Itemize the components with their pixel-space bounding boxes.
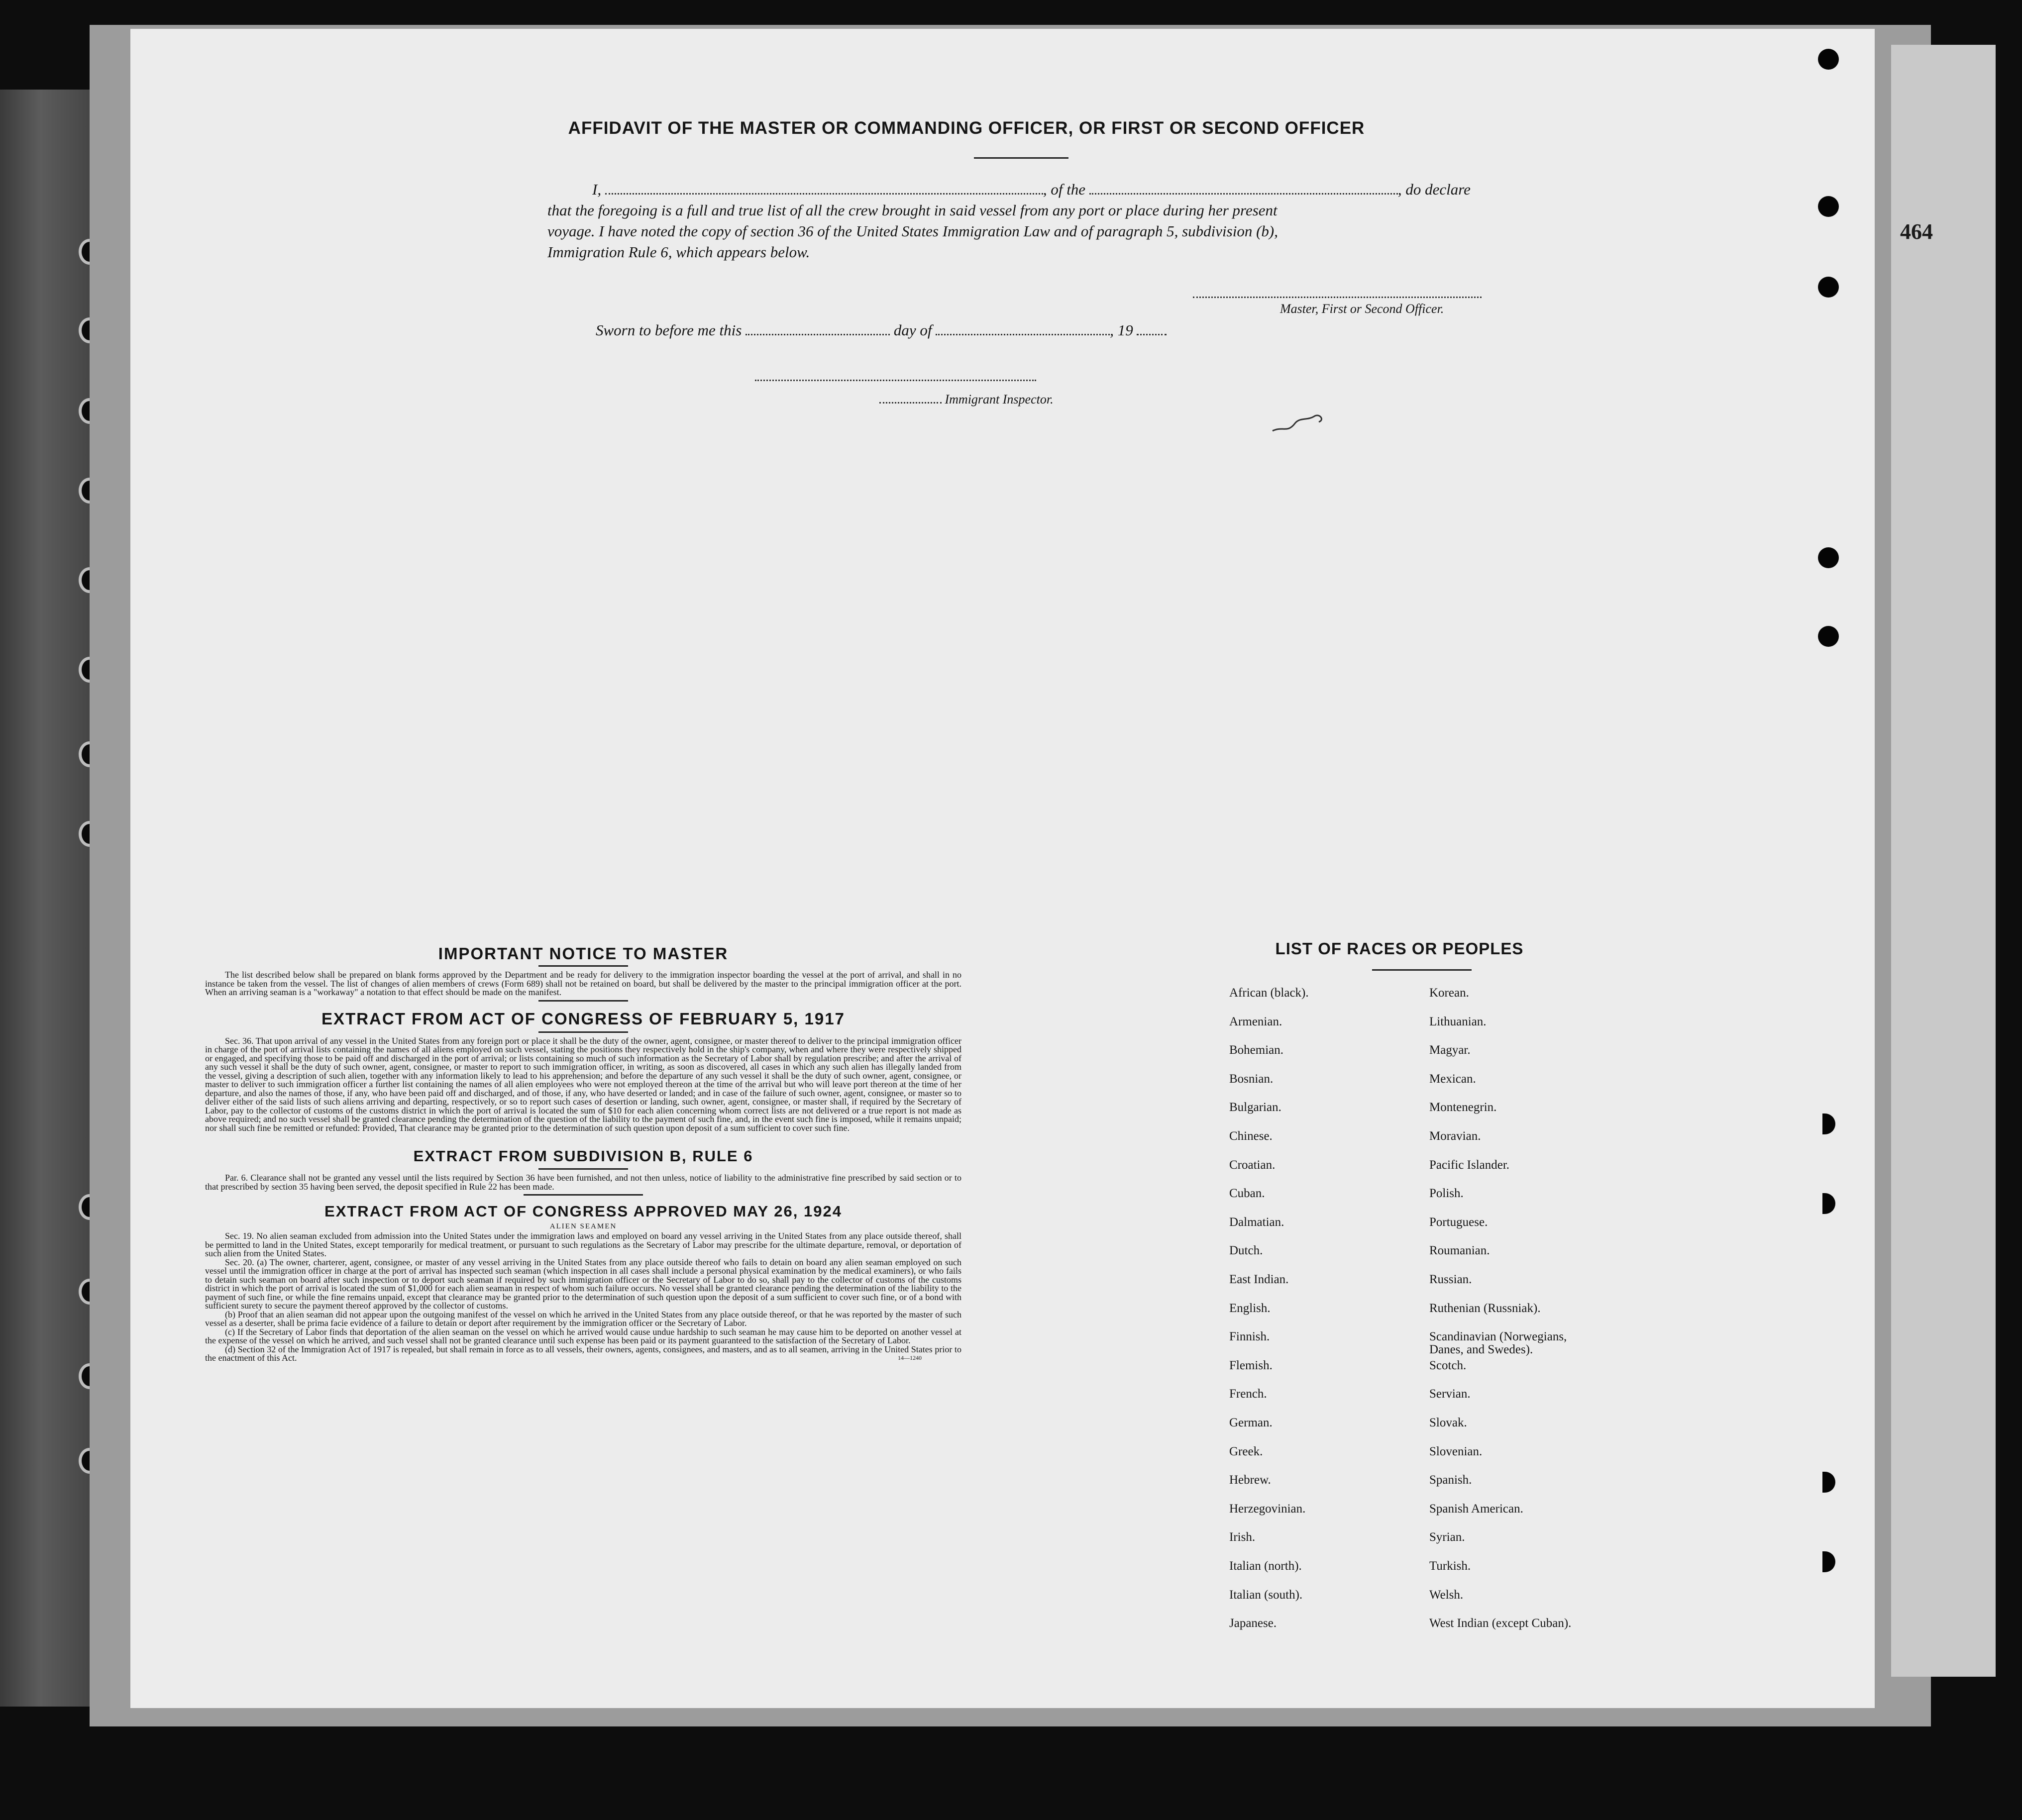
inspector-label: Immigrant Inspector. — [945, 392, 1054, 406]
race-item: Portuguese. — [1429, 1215, 1488, 1229]
race-item: Ruthenian (Russniak). — [1429, 1302, 1541, 1315]
race-item: Greek. — [1229, 1445, 1263, 1458]
race-item: Slovenian. — [1429, 1445, 1483, 1458]
punch-hole — [1818, 196, 1839, 217]
affidavit-do-declare: , do declare — [1397, 181, 1471, 198]
race-item: Scotch. — [1429, 1359, 1467, 1372]
notice-title: IMPORTANT NOTICE TO MASTER — [438, 944, 729, 963]
section-20d-paragraph — [205, 1345, 961, 1363]
punch-hole — [1818, 547, 1839, 568]
race-item: Russian. — [1429, 1273, 1472, 1286]
race-item: Mexican. — [1429, 1072, 1476, 1086]
section-rule — [524, 1194, 643, 1196]
affidavit-line: Immigration Rule 6, which appears below. — [547, 243, 810, 261]
month-blank — [936, 322, 1110, 335]
punch-hole — [1818, 626, 1839, 647]
paragraph-6: Par. 6. Clearance shall not be granted any vessel until the lists required by Section 36 have been furnished, and not then unless, notice of liability to the administrative fine prescribed by said section or to that prescribed by section 35 having been served, the deposit specified in Rule 22 has been made. — [205, 1173, 961, 1192]
race-item: West Indian (except Cuban). — [1429, 1617, 1572, 1630]
race-item: Dalmatian. — [1229, 1215, 1284, 1229]
race-item: Hebrew. — [1229, 1473, 1271, 1487]
day-of: day of — [893, 321, 932, 339]
section-rule — [1372, 969, 1472, 971]
race-item: Irish. — [1229, 1530, 1256, 1544]
race-item: Bohemian. — [1229, 1043, 1284, 1057]
section-rule — [538, 965, 628, 967]
race-item: Bosnian. — [1229, 1072, 1274, 1086]
race-item: Spanish American. — [1429, 1502, 1523, 1516]
race-item: Herzegovinian. — [1229, 1502, 1306, 1516]
inspector-caption — [879, 392, 1054, 407]
race-item: Korean. — [1429, 986, 1469, 1000]
signature-line — [1193, 297, 1482, 298]
race-item: Montenegrin. — [1429, 1101, 1497, 1114]
inspector-signature-line — [755, 380, 1036, 381]
extract-1924-title: EXTRACT FROM ACT OF CONGRESS APPROVED MAY 26, 1924 — [324, 1203, 842, 1220]
race-item: East Indian. — [1229, 1273, 1289, 1286]
race-item: Scandinavian (Norwegians, Danes, and Swedes). — [1429, 1330, 1567, 1356]
section-36-paragraph: Sec. 36. That upon arrival of any vessel in the United States from any foreign port or place it shall be the duty of the owner, agent, consignee, or master thereof to deliver to the principal immigration officer in charge of the port of arrival lists containing the names of all aliens employed on such vessel, stating the positions they respectively hold in the ship's company, when and where they were respectively shipped or engaged, and specifying those to be paid off and discharged in the port of arrival; or lists containing so much of such information as the Secretary of Labor shall by regulation prescribe; and after the arrival of any such vessel it shall be the duty of such owner, agent, consignee, or master to report to such immigration officer, in writing, as soon as discovered, all cases in which any such alien has illegally landed from the vessel, giving a description of such alien, together with any information likely to lead to his apprehension; and before the departure of any such vessel it shall be the duty of such owner, agent, consignee, or master to deliver to such immigration officer a further list containing the names of all alien employees who were not employed thereon at the time of the arrival but who will leave port thereon at the time of her departure, and also the names of those, if any, who have been paid off and discharged, and of those, if any, who have deserted or landed; and in case of the failure of such owner, agent, consignee, or master so to deliver either of the said lists of such aliens arriving and departing, respectively, or so to report such cases of desertion or landing, such owner, agent, consignee, or master shall, if required by the Secretary of Labor, pay to the collector of customs of the customs district in which the port of arrival is located the sum of $10 for each alien concerning whom correct lists are not delivered or a true report is not made as above required; and no such vessel shall be granted clearance pending the determination of the question of the liability to the payment of such fine, and, in the event such fine is imposed, while it remains unpaid; nor shall such fine be remitted or refunded: Provided, That clearance may be granted prior to the determination of such question upon deposit of a sum sufficient to cover such fine. — [205, 1035, 961, 1133]
section-rule — [538, 1168, 628, 1170]
race-item: Bulgarian. — [1229, 1101, 1281, 1114]
alien-seamen-heading: ALIEN SEAMEN — [549, 1222, 617, 1230]
punch-hole — [1822, 1193, 1835, 1214]
section-19-paragraph: Sec. 19. No alien seaman excluded from admission into the United States under the immigration laws and employed on board any vessel arriving in the United States from any place outside thereof, shall be permitted to land in the United States, except temporarily for medical treatment, or pursuant to such regulations as the Secretary of Labor may prescribe for the ultimate departure, removal, or deportation of such alien from the United States. — [205, 1231, 961, 1258]
race-item: Turkish. — [1429, 1559, 1471, 1573]
race-item: Polish. — [1429, 1187, 1464, 1200]
race-item: Spanish. — [1429, 1473, 1472, 1487]
race-item: French. — [1229, 1387, 1267, 1401]
extract-1924-text — [205, 1232, 961, 1363]
extract-rule6-text — [205, 1174, 961, 1191]
race-item: Magyar. — [1429, 1043, 1471, 1057]
race-item: Cuban. — [1229, 1187, 1265, 1200]
section-20c-paragraph: (c) If the Secretary of Labor finds that deportation of the alien seaman on the vessel on which he arrived would cause undue hardship to such seaman he may cause him to be deported on another vessel at the expense of the vessel on which he arrived, and such vessel shall not be granted clearance until such expense has been paid or its payment guaranteed to the satisfaction of the Secretary of Labor. — [205, 1326, 961, 1345]
race-item: Croatian. — [1229, 1158, 1276, 1172]
affidavit-of-the: , of the — [1043, 181, 1086, 198]
inspector-blank — [879, 393, 942, 404]
section-rule — [538, 1031, 628, 1033]
race-item: Servian. — [1429, 1387, 1471, 1401]
day-blank — [745, 322, 890, 335]
race-item: Welsh. — [1429, 1588, 1464, 1602]
notice-paragraph: The list described below shall be prepared on blank forms approved by the Department and be ready for delivery to the immigration inspector boarding the vessel at the port of arrival, and shall in no instance be taken from the vessel. The list of changes of alien members of crews (Form 689) shall not be retained on board, but shall be delivered by the master to the principal immigration officer at the port. When an arriving seaman is a "workaway" a notation to that effect should be made on the manifest. — [205, 970, 961, 997]
punch-hole — [1822, 1113, 1835, 1134]
race-item: Dutch. — [1229, 1244, 1263, 1257]
sworn-prefix: Sworn to before me this — [596, 321, 742, 339]
race-item: Roumanian. — [1429, 1244, 1490, 1257]
race-item: German. — [1229, 1416, 1273, 1429]
notice-text — [205, 971, 961, 997]
punch-hole — [1822, 1551, 1835, 1572]
affidavit-line — [547, 179, 1642, 200]
race-item: Italian (north). — [1229, 1559, 1302, 1573]
affidavit-line: that the foregoing is a full and true list of all the crew brought in said vessel from any port or place during her present — [547, 202, 1277, 219]
extract-1917-title: EXTRACT FROM ACT OF CONGRESS OF FEBRUARY 5, 1917 — [321, 1009, 845, 1028]
affidavit-line: voyage. I have noted the copy of section 36 of the United States Immigration Law and of paragraph 5, subdivision (b), — [547, 222, 1278, 240]
race-item: Chinese. — [1229, 1129, 1273, 1143]
race-item: English. — [1229, 1302, 1271, 1315]
extract-rule6-title: EXTRACT FROM SUBDIVISION B, RULE 6 — [413, 1147, 753, 1165]
title-rule — [974, 157, 1068, 159]
affidavit-title: AFFIDAVIT OF THE MASTER OR COMMANDING OFFICER, OR FIRST OR SECOND OFFICER — [568, 118, 1365, 138]
manifest-sheet — [130, 29, 1875, 1708]
section-rule — [538, 1000, 628, 1002]
race-item: Italian (south). — [1229, 1588, 1303, 1602]
race-item: Moravian. — [1429, 1129, 1481, 1143]
race-item: Lithuanian. — [1429, 1015, 1487, 1028]
races-title: LIST OF RACES OR PEOPLES — [1275, 939, 1524, 958]
extract-1917-text — [205, 1037, 961, 1133]
pen-mark — [1270, 411, 1330, 436]
affidavit-i: I, — [592, 181, 602, 198]
section-20b-paragraph: (b) Proof that an alien seaman did not appear upon the outgoing manifest of the vessel on which he arrived in the United States from any place outside thereof, or that he was reported by the master of such vessel as a deserter, shall be prima facie evidence of a failure to detain or deport after requirement by the immigration officer or the Secretary of Labor. — [205, 1309, 961, 1328]
notice-column — [205, 944, 961, 1363]
race-item: Pacific Islander. — [1429, 1158, 1510, 1172]
section-20d-text: (d) Section 32 of the Immigration Act of 1917 is repealed, but shall remain in force as to all vessels, their owners, agents, consignees, and masters, and as to all seamen, arriving in the United States prior to the enactment of this Act. — [205, 1344, 961, 1363]
under-sheet-edge — [1891, 45, 1996, 1677]
race-item: Finnish. — [1229, 1330, 1270, 1343]
vessel-blank — [1089, 181, 1398, 195]
race-item: Japanese. — [1229, 1617, 1277, 1630]
punch-hole — [1818, 49, 1839, 70]
page-number-stamp: 464 — [1900, 219, 1933, 244]
race-item: Syrian. — [1429, 1530, 1465, 1544]
form-number: 14—1240 — [898, 1354, 922, 1361]
race-item: Slovak. — [1429, 1416, 1467, 1429]
punch-hole — [1822, 1472, 1835, 1493]
punch-hole — [1818, 277, 1839, 298]
race-item: Armenian. — [1229, 1015, 1282, 1028]
year-prefix: , 19 — [1110, 321, 1133, 339]
section-20a-paragraph: Sec. 20. (a) The owner, charterer, agent, consignee, or master of any vessel arriving in the United States from any place outside thereof who fails to detain on board any alien seaman employed on such vessel until the immigration officer in charge at the port of arrival has inspected such seaman (which inspection in all cases shall include a personal physical examination by the medical examiners), or who fails to detain such seaman on board after such inspection or to deport such seaman if required by such immigration officer or the Secretary of Labor to do so, shall pay to the collector of customs of the customs district in which the port of arrival is located the sum of $1,000 for each alien seaman in respect of whom such failure occurs. No vessel shall be granted clearance pending the determination of the liability to the payment of such fine, or while the fine remains unpaid, except that clearance may be granted prior to the determination of such question upon the deposit of a sum sufficient to cover such fine, or of a bond with sufficient surety to secure the payment thereof approved by the collector of customs. — [205, 1257, 961, 1311]
race-item: African (black). — [1229, 986, 1309, 1000]
affidavit-text — [547, 179, 1642, 263]
sworn-line — [596, 321, 1167, 339]
race-item: Flemish. — [1229, 1359, 1273, 1372]
year-blank — [1137, 322, 1167, 335]
signature-caption: Master, First or Second Officer. — [1280, 302, 1444, 316]
name-blank — [605, 181, 1043, 195]
